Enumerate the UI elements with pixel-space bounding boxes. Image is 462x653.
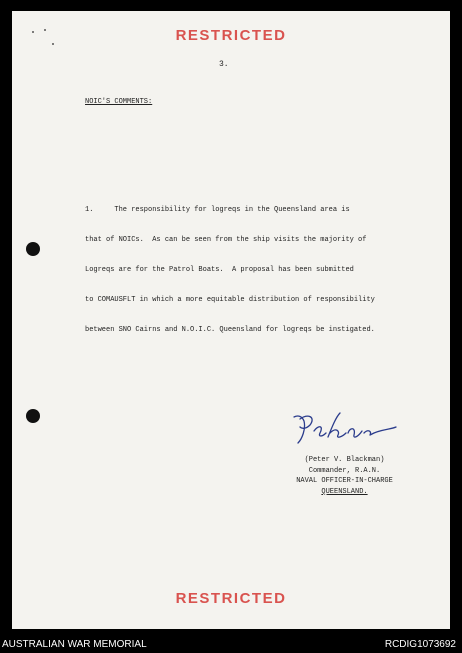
record-id: RCDIG1073692 bbox=[384, 639, 456, 650]
paragraph-line: that of NOICs. As can be seen from the ship visits the majority of bbox=[85, 236, 367, 244]
handwritten-signature bbox=[288, 407, 398, 447]
restricted-stamp-top: RESTRICTED bbox=[175, 27, 287, 44]
signatory-rank: Commander, R.A.N. bbox=[308, 466, 381, 475]
paragraph-line: Logreqs are for the Patrol Boats. A proposal has been submitted bbox=[85, 266, 354, 274]
page-number: 3. bbox=[219, 60, 229, 69]
paragraph-line: to COMAUSFLT in which a more equitable distribution of responsibility bbox=[85, 296, 375, 304]
signature-block bbox=[282, 455, 407, 497]
archive-name: AUSTRALIAN WAR MEMORIAL bbox=[2, 639, 147, 650]
comment-paragraph bbox=[85, 185, 375, 355]
signatory-title: NAVAL OFFICER-IN-CHARGE bbox=[296, 477, 393, 485]
document-page bbox=[12, 11, 450, 629]
signatory-location: QUEENSLAND. bbox=[321, 487, 368, 496]
punch-hole bbox=[26, 409, 40, 423]
paragraph-line: 1. The responsibility for logreqs in the Queensland area is bbox=[85, 206, 350, 214]
section-heading: NOIC'S COMMENTS: bbox=[85, 98, 153, 106]
punch-hole bbox=[26, 242, 40, 256]
restricted-stamp-bottom: RESTRICTED bbox=[175, 590, 287, 607]
paragraph-line: between SNO Cairns and N.O.I.C. Queensland for logreqs be instigated. bbox=[85, 326, 375, 334]
signatory-name: (Peter V. Blackman) bbox=[304, 456, 385, 464]
archive-footer bbox=[0, 633, 462, 653]
